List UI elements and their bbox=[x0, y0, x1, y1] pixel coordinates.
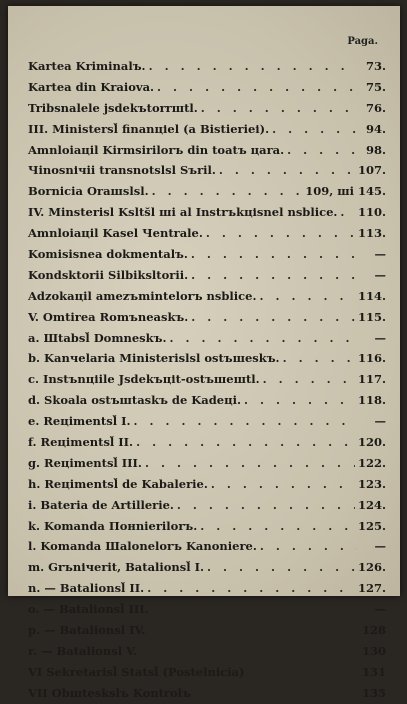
toc-entry-page: 107. bbox=[357, 163, 386, 178]
toc-entry-page: — bbox=[374, 602, 386, 617]
toc-entry bbox=[28, 599, 386, 620]
toc-entry-title: VI Sekretarisl̆ Statsl̆ (Postelnicia) bbox=[28, 664, 245, 679]
toc-entry-page: 125. bbox=[357, 518, 386, 533]
toc-entry bbox=[28, 244, 386, 265]
dot-leader bbox=[272, 119, 357, 140]
dot-leader bbox=[263, 369, 355, 390]
dot-leader bbox=[211, 474, 355, 495]
toc-entry bbox=[28, 390, 386, 411]
toc-entry-title: k. Komanda Понnierilorъ. bbox=[28, 518, 198, 533]
toc-entry-title: III. Ministersl̆ finanціel (a Bistierieі). bbox=[28, 121, 270, 136]
toc-entry bbox=[28, 286, 386, 307]
toc-entry bbox=[28, 77, 386, 98]
toc-entry-title: Komisisnea dokmentalъ. bbox=[28, 247, 188, 262]
toc-entry-page: 116. bbox=[357, 351, 386, 366]
dot-leader bbox=[244, 390, 355, 411]
toc-entry-title: c. Instъnціile Jsdekъціt-ostъшeшtl. bbox=[28, 372, 260, 387]
dot-leader bbox=[206, 223, 355, 244]
toc-entry-page: 122. bbox=[357, 455, 386, 470]
dot-leader bbox=[133, 411, 357, 432]
toc-entry-title: IV. Minsterisl Kslts̆l шi al Instrъkціsnel nsblice. bbox=[28, 205, 338, 220]
toc-entry bbox=[28, 223, 386, 244]
dot-leader bbox=[148, 620, 357, 641]
toc-entry bbox=[28, 474, 386, 495]
toc-entry-title: p. — Batalionsl IV. bbox=[28, 623, 146, 638]
dot-leader bbox=[219, 160, 355, 181]
toc-entry-title: VII Obшteskslъ Kontrolъ bbox=[28, 685, 191, 700]
toc-entry-page: 115. bbox=[357, 309, 386, 324]
toc-entry-title: a. Шtabsl̆ Domneskъ. bbox=[28, 330, 167, 345]
toc-entry bbox=[28, 202, 386, 223]
dot-leader bbox=[247, 662, 357, 683]
toc-entry bbox=[28, 683, 386, 704]
toc-entry-title: Adzokaцil amezъmintelorъ nsblice. bbox=[28, 288, 257, 303]
toc-entry bbox=[28, 98, 386, 119]
toc-entry-page: 117. bbox=[357, 372, 386, 387]
toc-entry bbox=[28, 265, 386, 286]
toc-entry-page: 118. bbox=[357, 393, 386, 408]
toc-entry-title: e. Reцimentsl̆ I. bbox=[28, 414, 131, 429]
toc-entry-title: b. Kanчelaria Ministerislsl ostъшeskъ. bbox=[28, 351, 280, 366]
table-of-contents bbox=[28, 56, 386, 704]
toc-entry-title: Чinosnічii transnotslsl Sъril. bbox=[28, 163, 216, 178]
toc-entry bbox=[28, 348, 386, 369]
toc-entry-page: 124. bbox=[357, 497, 386, 512]
toc-entry bbox=[28, 119, 386, 140]
dot-leader bbox=[194, 683, 357, 704]
toc-entry-title: Amnloiaцil Kirmsirilorъ din toatъ цara. bbox=[28, 142, 285, 157]
toc-entry-title: f. Reцimentsl̆ II. bbox=[28, 435, 134, 450]
toc-entry-page: — bbox=[374, 330, 386, 345]
dot-leader bbox=[140, 641, 357, 662]
toc-entry bbox=[28, 140, 386, 161]
toc-entry-page: — bbox=[374, 539, 386, 554]
dot-leader bbox=[191, 265, 357, 286]
dot-leader bbox=[147, 578, 355, 599]
dot-leader bbox=[191, 244, 357, 265]
toc-entry-title: l. Komanda Шalonelorъ Kanonierе. bbox=[28, 539, 257, 554]
toc-entry-title: V. Omtirea Romъneaskъ. bbox=[28, 309, 189, 324]
dot-leader bbox=[152, 181, 303, 202]
dot-leader bbox=[201, 98, 357, 119]
dot-leader bbox=[200, 516, 355, 537]
toc-entry bbox=[28, 453, 386, 474]
toc-entry-page: 127. bbox=[357, 581, 386, 596]
toc-entry-title: Kartea Kriminalъ. bbox=[28, 59, 146, 73]
toc-entry-title: Kartea din Kraiova. bbox=[28, 79, 155, 94]
toc-entry bbox=[28, 56, 386, 77]
toc-entry-title: d. Skoala ostъшtaskъ de Kadeцi. bbox=[28, 393, 241, 408]
toc-entry bbox=[28, 328, 386, 349]
toc-entry bbox=[28, 181, 386, 202]
book-page bbox=[8, 6, 400, 700]
toc-entry-title: m. Grъnічerit, Batalionsl̆ I. bbox=[28, 560, 205, 575]
toc-entry-page: 126. bbox=[357, 560, 386, 575]
dot-leader bbox=[260, 536, 357, 557]
toc-entry-page: 98. bbox=[365, 142, 386, 157]
toc-entry-page: 114. bbox=[357, 288, 386, 303]
toc-entry bbox=[28, 369, 386, 390]
page-column-header: Paga. bbox=[347, 36, 378, 47]
toc-entry-title: g. Reцimentsl̆ III. bbox=[28, 455, 142, 470]
toc-entry bbox=[28, 516, 386, 537]
toc-entry-title: Tribsnalele jsdekъtorrшtl. bbox=[28, 100, 198, 115]
toc-entry bbox=[28, 495, 386, 516]
dot-leader bbox=[136, 432, 355, 453]
toc-entry-page: 123. bbox=[357, 476, 386, 491]
toc-entry-page: 128 bbox=[361, 623, 386, 638]
dot-leader bbox=[145, 453, 355, 474]
toc-entry bbox=[28, 536, 386, 557]
dot-leader bbox=[152, 599, 357, 620]
toc-entry-title: r. — Batalionsl V. bbox=[28, 643, 137, 658]
toc-entry-page: 109, шi 145. bbox=[305, 184, 386, 199]
dot-leader bbox=[283, 348, 355, 369]
dot-leader bbox=[340, 202, 355, 223]
dot-leader bbox=[177, 495, 355, 516]
dot-leader bbox=[169, 328, 357, 349]
toc-entry-page: 75. bbox=[365, 79, 386, 94]
toc-entry-page: 76. bbox=[365, 100, 386, 115]
toc-entry-page: 120. bbox=[357, 435, 386, 450]
toc-entry-title: n. — Batalionsl̆ II. bbox=[28, 581, 145, 596]
dot-leader bbox=[149, 56, 357, 77]
toc-entry-page: 113. bbox=[357, 226, 386, 241]
toc-entry bbox=[28, 578, 386, 599]
toc-entry-title: Amnloiaцil Kasel Чentrale. bbox=[28, 226, 203, 241]
toc-entry bbox=[28, 160, 386, 181]
toc-entry-page: 131 bbox=[361, 664, 386, 679]
toc-entry bbox=[28, 307, 386, 328]
toc-entry bbox=[28, 620, 386, 641]
toc-entry bbox=[28, 432, 386, 453]
dot-leader bbox=[191, 307, 355, 328]
dot-leader bbox=[157, 77, 357, 98]
toc-entry-title: Bornicia Oraшslsl. bbox=[28, 184, 149, 199]
dot-leader bbox=[207, 557, 355, 578]
toc-entry bbox=[28, 557, 386, 578]
toc-entry-page: — bbox=[374, 247, 386, 262]
toc-entry-page: 130 bbox=[361, 643, 386, 658]
toc-entry-title: Kondsktorii Silbiksltorii. bbox=[28, 267, 189, 282]
dot-leader bbox=[287, 140, 357, 161]
toc-entry-title: h. Reцimentsl̆ de Kabalerie. bbox=[28, 476, 208, 491]
toc-entry-page: 110. bbox=[357, 205, 386, 220]
toc-entry bbox=[28, 662, 386, 683]
toc-entry-page: 73. bbox=[365, 59, 386, 73]
toc-entry-page: — bbox=[374, 267, 386, 282]
dot-leader bbox=[260, 286, 355, 307]
toc-entry-page: 94. bbox=[365, 121, 386, 136]
toc-entry-page: — bbox=[374, 414, 386, 429]
toc-entry bbox=[28, 411, 386, 432]
toc-entry-page: 135 bbox=[361, 685, 386, 700]
toc-entry-title: o. — Batalionsl̆ III. bbox=[28, 602, 149, 617]
toc-entry bbox=[28, 641, 386, 662]
toc-entry-title: i. Bateria de Artillerie. bbox=[28, 497, 174, 512]
